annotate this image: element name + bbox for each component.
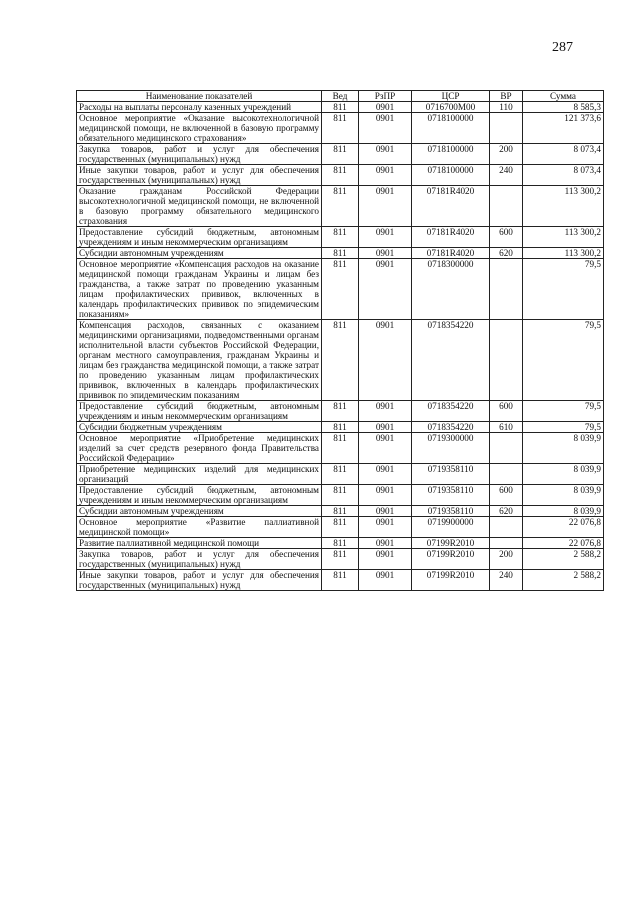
row-name-cell: Предоставление субсидий бюджетным, автономным учреждениям и иным некоммерческим организациям [77, 485, 322, 506]
row-rzpr-cell: 0901 [359, 506, 412, 517]
row-ved-cell: 811 [322, 248, 359, 259]
row-sum-cell: 8 039,9 [523, 464, 604, 485]
row-vr-cell: 600 [490, 485, 523, 506]
header-name: Наименование показателей [77, 91, 322, 102]
table-row [77, 433, 604, 464]
row-sum-cell: 8 039,9 [523, 433, 604, 464]
table-row [77, 401, 604, 422]
table-row [77, 320, 604, 401]
header-sum: Сумма [523, 91, 604, 102]
row-csr-cell: 07199R2010 [412, 538, 490, 549]
row-csr-cell: 07199R2010 [412, 549, 490, 570]
header-csr: ЦСР [412, 91, 490, 102]
row-ved-cell: 811 [322, 113, 359, 144]
table-row [77, 165, 604, 186]
row-csr-cell: 07199R2010 [412, 570, 490, 591]
row-csr-cell: 0718300000 [412, 259, 490, 320]
table-row [77, 517, 604, 538]
row-rzpr-cell: 0901 [359, 186, 412, 227]
row-name-cell: Субсидии автономным учреждениям [77, 506, 322, 517]
header-ved: Вед [322, 91, 359, 102]
row-ved-cell: 811 [322, 165, 359, 186]
row-ved-cell: 811 [322, 517, 359, 538]
row-ved-cell: 811 [322, 570, 359, 591]
row-sum-cell: 113 300,2 [523, 248, 604, 259]
row-ved-cell: 811 [322, 102, 359, 113]
row-csr-cell: 07181R4020 [412, 186, 490, 227]
row-vr-cell: 240 [490, 570, 523, 591]
row-vr-cell: 620 [490, 248, 523, 259]
row-sum-cell: 8 073,4 [523, 144, 604, 165]
row-vr-cell [490, 186, 523, 227]
table-row [77, 113, 604, 144]
row-rzpr-cell: 0901 [359, 259, 412, 320]
row-name-cell: Оказание гражданам Российской Федерации высокотехнологичной медицинской помощи, не включенной в базовую программу обязательного медицинского страхования [77, 186, 322, 227]
table-body [77, 102, 604, 591]
row-rzpr-cell: 0901 [359, 422, 412, 433]
row-name-cell: Развитие паллиативной медицинской помощи [77, 538, 322, 549]
row-name-cell: Закупка товаров, работ и услуг для обеспечения государственных (муниципальных) нужд [77, 144, 322, 165]
row-ved-cell: 811 [322, 259, 359, 320]
row-rzpr-cell: 0901 [359, 113, 412, 144]
table-row [77, 485, 604, 506]
row-name-cell: Расходы на выплаты персоналу казенных учреждений [77, 102, 322, 113]
row-csr-cell: 0718100000 [412, 165, 490, 186]
row-ved-cell: 811 [322, 506, 359, 517]
row-ved-cell: 811 [322, 422, 359, 433]
table-row [77, 102, 604, 113]
row-name-cell: Приобретение медицинских изделий для медицинских организаций [77, 464, 322, 485]
row-rzpr-cell: 0901 [359, 485, 412, 506]
row-vr-cell [490, 113, 523, 144]
row-name-cell: Иные закупки товаров, работ и услуг для обеспечения государственных (муниципальных) нужд [77, 165, 322, 186]
row-rzpr-cell: 0901 [359, 144, 412, 165]
row-sum-cell: 2 588,2 [523, 549, 604, 570]
row-vr-cell: 610 [490, 422, 523, 433]
row-rzpr-cell: 0901 [359, 227, 412, 248]
row-rzpr-cell: 0901 [359, 464, 412, 485]
row-name-cell: Субсидии автономным учреждениям [77, 248, 322, 259]
table-row [77, 538, 604, 549]
row-rzpr-cell: 0901 [359, 517, 412, 538]
row-sum-cell: 22 076,8 [523, 517, 604, 538]
row-name-cell: Компенсация расходов, связанных с оказанием медицинскими организациями, подведомственными органам исполнительной власти субъектов Российской Федерации, органам местного самоуправления, гражданам Украины и лицам без гражданства медицинской помощи, а также затрат по проведению указанным лицам профилактических прививок, включенных в календарь профилактических прививок по эпидемическим показаниям [77, 320, 322, 401]
row-csr-cell: 0718100000 [412, 113, 490, 144]
row-name-cell: Основное мероприятие «Развитие паллиативной медицинской помощи» [77, 517, 322, 538]
row-csr-cell: 0718354220 [412, 401, 490, 422]
row-name-cell: Предоставление субсидий бюджетным, автономным учреждениям и иным некоммерческим организациям [77, 401, 322, 422]
header-vr: ВР [490, 91, 523, 102]
row-rzpr-cell: 0901 [359, 549, 412, 570]
table-row [77, 549, 604, 570]
row-ved-cell: 811 [322, 538, 359, 549]
row-sum-cell: 79,5 [523, 320, 604, 401]
row-vr-cell: 200 [490, 549, 523, 570]
row-vr-cell: 620 [490, 506, 523, 517]
row-ved-cell: 811 [322, 485, 359, 506]
table-row [77, 422, 604, 433]
row-csr-cell: 0718354220 [412, 320, 490, 401]
row-ved-cell: 811 [322, 320, 359, 401]
row-csr-cell: 0718100000 [412, 144, 490, 165]
row-name-cell: Основное мероприятие «Компенсация расходов на оказание медицинской помощи гражданам Украины и лицам без гражданства, а также затрат по проведению указанным лицам профилактических прививок, включенных в календарь профилактических прививок по эпидемическим показаниям» [77, 259, 322, 320]
row-csr-cell: 07181R4020 [412, 248, 490, 259]
row-sum-cell: 121 373,6 [523, 113, 604, 144]
row-csr-cell: 0719358110 [412, 464, 490, 485]
table-row [77, 186, 604, 227]
row-ved-cell: 811 [322, 186, 359, 227]
table-row [77, 506, 604, 517]
row-rzpr-cell: 0901 [359, 248, 412, 259]
table-row [77, 144, 604, 165]
row-ved-cell: 811 [322, 144, 359, 165]
row-rzpr-cell: 0901 [359, 538, 412, 549]
row-vr-cell: 600 [490, 227, 523, 248]
row-rzpr-cell: 0901 [359, 433, 412, 464]
row-sum-cell: 2 588,2 [523, 570, 604, 591]
row-csr-cell: 0718354220 [412, 422, 490, 433]
row-vr-cell: 110 [490, 102, 523, 113]
row-rzpr-cell: 0901 [359, 165, 412, 186]
row-sum-cell: 8 585,3 [523, 102, 604, 113]
row-rzpr-cell: 0901 [359, 102, 412, 113]
row-csr-cell: 0719300000 [412, 433, 490, 464]
row-sum-cell: 79,5 [523, 401, 604, 422]
row-sum-cell: 79,5 [523, 422, 604, 433]
row-vr-cell [490, 538, 523, 549]
row-csr-cell: 0719358110 [412, 485, 490, 506]
row-sum-cell: 22 076,8 [523, 538, 604, 549]
row-vr-cell [490, 259, 523, 320]
row-name-cell: Предоставление субсидий бюджетным, автономным учреждениям и иным некоммерческим организациям [77, 227, 322, 248]
row-ved-cell: 811 [322, 227, 359, 248]
row-sum-cell: 113 300,2 [523, 186, 604, 227]
row-vr-cell [490, 433, 523, 464]
header-rzpr: РзПР [359, 91, 412, 102]
row-rzpr-cell: 0901 [359, 320, 412, 401]
row-rzpr-cell: 0901 [359, 570, 412, 591]
row-sum-cell: 79,5 [523, 259, 604, 320]
row-vr-cell: 600 [490, 401, 523, 422]
row-csr-cell: 0719900000 [412, 517, 490, 538]
row-csr-cell: 0716700M00 [412, 102, 490, 113]
row-vr-cell [490, 517, 523, 538]
row-name-cell: Иные закупки товаров, работ и услуг для обеспечения государственных (муниципальных) нужд [77, 570, 322, 591]
budget-table [76, 90, 604, 591]
row-vr-cell [490, 320, 523, 401]
row-vr-cell [490, 464, 523, 485]
table-row [77, 259, 604, 320]
row-ved-cell: 811 [322, 549, 359, 570]
table-row [77, 248, 604, 259]
row-name-cell: Основное мероприятие «Оказание высокотехнологичной медицинской помощи, не включенной в базовую программу обязательного медицинского страхования» [77, 113, 322, 144]
page-number: 287 [552, 40, 573, 55]
row-sum-cell: 8 039,9 [523, 485, 604, 506]
row-sum-cell: 8 073,4 [523, 165, 604, 186]
row-csr-cell: 07181R4020 [412, 227, 490, 248]
table-header-row [77, 91, 604, 102]
row-ved-cell: 811 [322, 464, 359, 485]
row-name-cell: Субсидии бюджетным учреждениям [77, 422, 322, 433]
row-csr-cell: 0719358110 [412, 506, 490, 517]
row-vr-cell: 200 [490, 144, 523, 165]
table-row [77, 570, 604, 591]
row-rzpr-cell: 0901 [359, 401, 412, 422]
row-name-cell: Основное мероприятие «Приобретение медицинских изделий за счет средств резервного фонда Правительства Российской Федерации» [77, 433, 322, 464]
table-row [77, 227, 604, 248]
row-sum-cell: 113 300,2 [523, 227, 604, 248]
row-ved-cell: 811 [322, 433, 359, 464]
row-sum-cell: 8 039,9 [523, 506, 604, 517]
table-row [77, 464, 604, 485]
row-ved-cell: 811 [322, 401, 359, 422]
row-vr-cell: 240 [490, 165, 523, 186]
row-name-cell: Закупка товаров, работ и услуг для обеспечения государственных (муниципальных) нужд [77, 549, 322, 570]
